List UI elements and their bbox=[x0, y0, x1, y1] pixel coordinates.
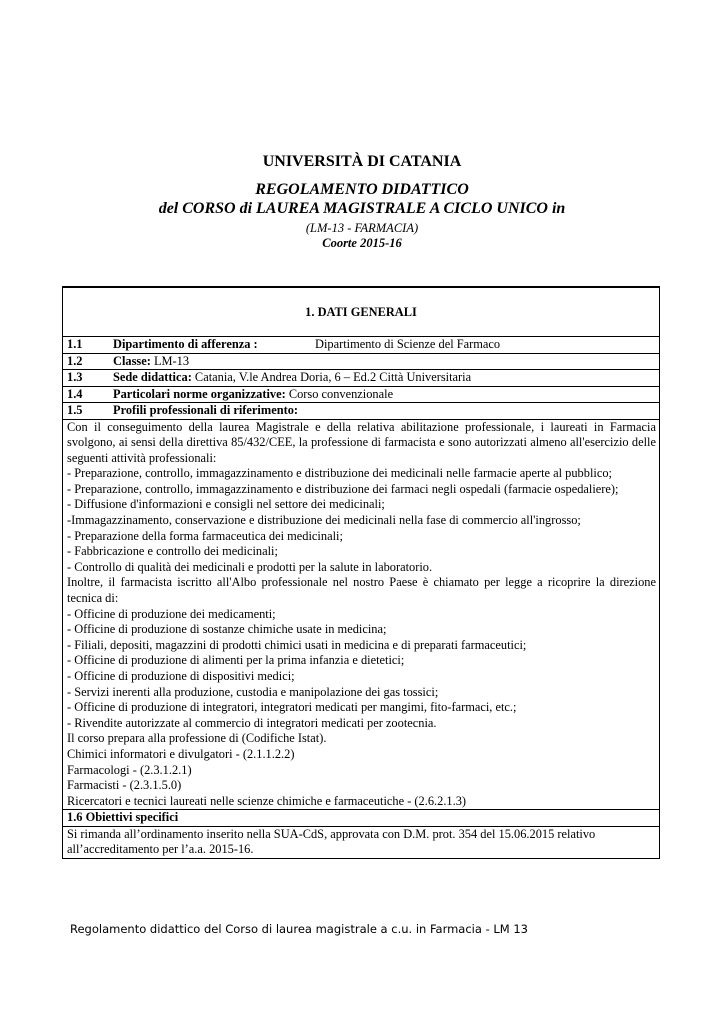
profili-item: Chimici informatori e divulgatori - (2.1.1.2.2) bbox=[67, 746, 295, 761]
row-label: Dipartimento di afferenza : bbox=[113, 337, 258, 351]
profili-item: - Preparazione della forma farmaceutica dei medicinali; bbox=[67, 528, 343, 543]
profili-paragraph: Inoltre, il farmacista iscritto all'Albo professionale nel nostro Paese è chiamato per legge a ricoprire la direzione tecnica di: bbox=[67, 575, 656, 606]
profili-item: - Officine di produzione di alimenti per la prima infanzia e dietetici; bbox=[67, 653, 405, 668]
row-classe bbox=[63, 354, 659, 371]
profili-item: -Immagazzinamento, conservazione e distribuzione dei medicinali nella fase di commercio all'ingrosso; bbox=[67, 513, 581, 528]
profili-item: - Fabbricazione e controllo dei medicinali; bbox=[67, 544, 278, 559]
profili-body bbox=[63, 420, 659, 811]
row-label: 1.6 Obiettivi specifici bbox=[67, 810, 179, 825]
row-number: 1.3 bbox=[67, 370, 83, 384]
section-title: 1. DATI GENERALI bbox=[63, 288, 659, 337]
profili-item: - Preparazione, controllo, immagazzinamento e distribuzione dei farmaci negli ospedali (farmacie ospedaliere); bbox=[67, 481, 619, 496]
profili-paragraph: Con il conseguimento della laurea Magistrale e della relativa abilitazione professionale, i laureati in Farmacia svolgono, ai sensi della direttiva 85/432/CEE, la professione di farmacista e sono autorizzati almeno all'esercizio delle seguenti attività professionali: bbox=[67, 419, 656, 465]
profili-item: - Servizi inerenti alla produzione, custodia e manipolazione dei gas tossici; bbox=[67, 684, 439, 699]
row-dipartimento bbox=[63, 337, 659, 354]
profili-item: Farmacisti - (2.3.1.5.0) bbox=[67, 778, 182, 793]
profili-item: Ricercatori e tecnici laureati nelle scienze chimiche e farmaceutiche - (2.6.2.1.3) bbox=[67, 793, 467, 808]
university-title: UNIVERSITÀ DI CATANIA bbox=[262, 153, 462, 170]
profili-item: - Controllo di qualità dei medicinali e prodotti per la salute in laboratorio. bbox=[67, 559, 433, 574]
profili-item: - Diffusione d'informazioni e consigli nel settore dei medicinali; bbox=[67, 497, 385, 512]
row-number: 1.2 bbox=[67, 353, 83, 368]
corso-title: del CORSO di LAUREA MAGISTRALE A CICLO UNICO in bbox=[158, 200, 566, 217]
profili-item: - Officine di produzione di integratori, integratori medicati per mangimi, fito-farmaci, etc.; bbox=[67, 700, 517, 715]
profili-item: - Officine di produzione di dispositivi medici; bbox=[67, 669, 295, 683]
profili-item: Farmacologi - (2.3.1.2.1) bbox=[67, 762, 192, 777]
regolamento-title: REGOLAMENTO DIDATTICO bbox=[255, 181, 469, 198]
row-number: 1.4 bbox=[67, 386, 83, 401]
row-value: Corso convenzionale bbox=[285, 386, 394, 401]
profili-item: - Officine di produzione dei medicamenti; bbox=[67, 606, 276, 621]
obiettivi-text: Si rimanda all’ordinamento inserito nella SUA-CdS, approvata con D.M. prot. 354 del 15.06.2015 relativo all’accreditamento per l’a.a. 2015-16. bbox=[67, 826, 596, 857]
row-obiettivi bbox=[63, 810, 659, 827]
coorte-subtitle: Coorte 2015-16 bbox=[322, 236, 402, 250]
dati-generali-table bbox=[62, 286, 660, 859]
profili-item: - Preparazione, controllo, immagazzinamento e distribuzione dei medicinali nelle farmacie aperte al pubblico; bbox=[67, 466, 612, 481]
row-label: Particolari norme organizzative: bbox=[113, 386, 286, 401]
profili-item: - Filiali, depositi, magazzini di prodotti chimici usati in medicina e di preparati farmaceutici; bbox=[67, 637, 527, 652]
row-value: LM-13 bbox=[150, 353, 190, 368]
classe-subtitle: (LM-13 - FARMACIA) bbox=[305, 221, 419, 235]
row-label: Profili professionali di riferimento: bbox=[113, 403, 299, 417]
profili-item: - Rivendite autorizzate al commercio di integratori medicati per zootecnia. bbox=[67, 715, 437, 730]
row-value: Catania, V.le Andrea Doria, 6 – Ed.2 Città Universitaria bbox=[191, 370, 472, 384]
profili-item: - Officine di produzione di sostanze chimiche usate in medicina; bbox=[67, 622, 387, 637]
row-label: Sede didattica: bbox=[113, 370, 192, 384]
row-profili bbox=[63, 403, 659, 420]
page-footer: Regolamento didattico del Corso di laurea magistrale a c.u. in Farmacia - LM 13 bbox=[70, 922, 528, 936]
row-label: Classe: bbox=[113, 353, 151, 368]
row-sede bbox=[63, 370, 659, 387]
row-number: 1.5 bbox=[67, 403, 83, 417]
row-norme bbox=[63, 387, 659, 404]
row-number: 1.1 bbox=[67, 337, 83, 351]
row-value: Dipartimento di Scienze del Farmaco bbox=[315, 337, 501, 351]
profili-item: Il corso prepara alla professione di (Codifiche Istat). bbox=[67, 731, 327, 746]
